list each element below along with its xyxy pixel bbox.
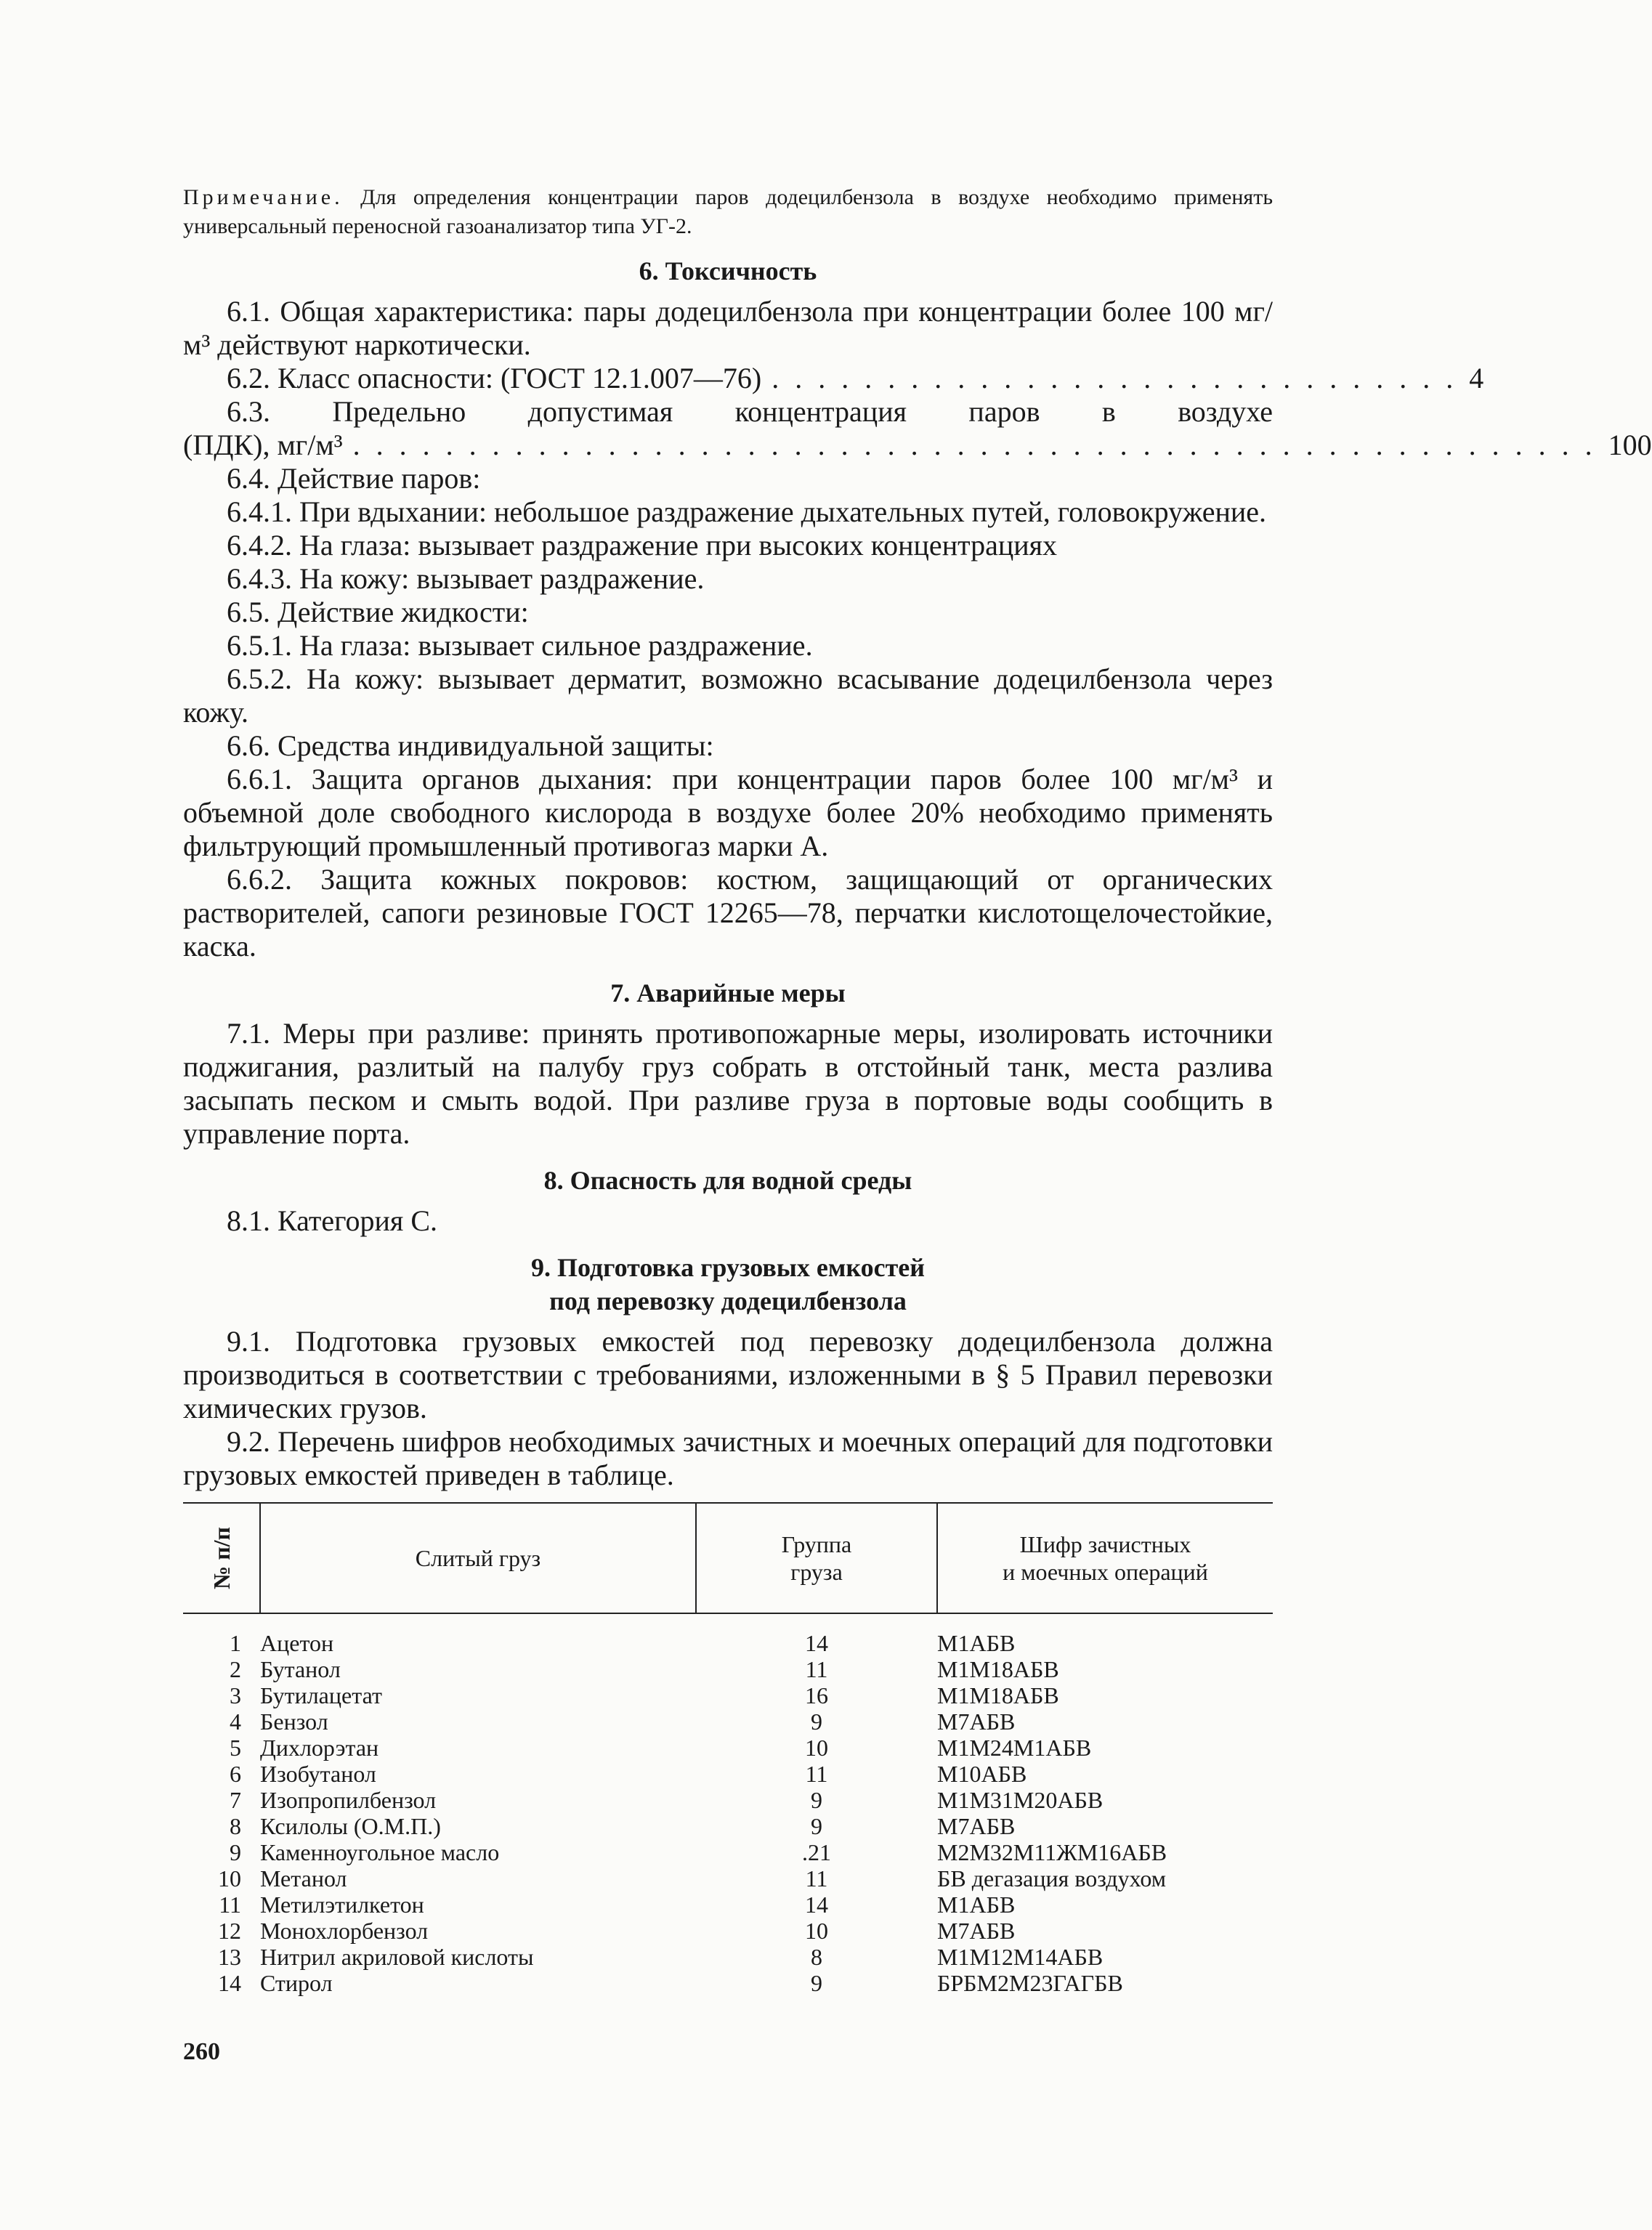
- paragraph-6-4-3: 6.4.3. На кожу: вызывает раздражение.: [227, 562, 705, 595]
- row-group: 11: [805, 1656, 828, 1682]
- paragraph-6-4: 6.4. Действие паров:: [227, 462, 481, 495]
- row-cargo: Бензол: [260, 1708, 328, 1735]
- paragraph-6-4-1: 6.4.1. При вдыхании: небольшое раздражение дыхательных путей, головокружение.: [227, 495, 1267, 528]
- section-6-title: 6. Токсичность: [639, 256, 817, 285]
- row-code: М10АБВ: [937, 1761, 1027, 1787]
- row-number: 11: [219, 1892, 241, 1918]
- table-row: [183, 1892, 1273, 1918]
- header-code: [937, 1503, 1273, 1613]
- row-cargo: Метилэтилкетон: [260, 1892, 424, 1918]
- row-group: 9: [811, 1787, 822, 1813]
- row-code: М1М31М20АБВ: [937, 1787, 1104, 1813]
- row-code: М1М12М14АБВ: [937, 1944, 1104, 1970]
- row-number: 12: [218, 1918, 241, 1944]
- row-number: 5: [230, 1735, 241, 1761]
- table-row: [183, 1656, 1273, 1682]
- row-code: М1АБВ: [937, 1892, 1016, 1918]
- cleaning-operations-table: [183, 1502, 1273, 1996]
- paragraph-6-2-label: 6.2. Класс опасности: (ГОСТ 12.1.007—76): [227, 362, 762, 394]
- row-number: 1: [230, 1630, 241, 1656]
- dot-leader: ......................................................: [352, 429, 1608, 461]
- row-group: 9: [811, 1708, 822, 1735]
- header-group: [696, 1503, 937, 1613]
- row-group: 10: [805, 1735, 828, 1761]
- row-cargo: Изобутанол: [260, 1761, 376, 1787]
- header-num-label: № п/п: [208, 1527, 235, 1589]
- paragraph-6-5-1: 6.5.1. На глаза: вызывает сильное раздражение.: [227, 629, 813, 662]
- table-row: [183, 1735, 1273, 1761]
- row-number: 7: [230, 1787, 241, 1813]
- row-cargo: Дихлорэтан: [260, 1735, 379, 1761]
- paragraph-6-3-line1: 6.3. Предельно допустимая концентрация паров в воздухе: [227, 395, 1273, 428]
- table-row: [183, 1839, 1273, 1865]
- row-group: 14: [805, 1630, 828, 1656]
- row-code: М1М18АБВ: [937, 1656, 1059, 1682]
- row-cargo: Каменноугольное масло: [260, 1839, 500, 1865]
- header-group-line1: Группа: [781, 1531, 852, 1557]
- dot-leader: ..............................: [772, 362, 1470, 394]
- paragraph-6-5-2: 6.5.2. На кожу: вызывает дерматит, возможно всасывание додецилбензола через кожу.: [183, 662, 1273, 729]
- paragraph-6-2: [183, 362, 1484, 395]
- paragraph-6-6-1: 6.6.1. Защита органов дыхания: при концентрации паров более 100 мг/м³ и объемной доле свободного кислорода в воздухе более 20% необходимо применять фильтрующий промышленный противогаз марки А.: [183, 763, 1273, 862]
- paragraph-6-3: [183, 429, 1652, 462]
- row-group: 14: [805, 1892, 828, 1918]
- table-row: [183, 1761, 1273, 1787]
- section-8-title: 8. Опасность для водной среды: [543, 1166, 912, 1195]
- row-number: 4: [230, 1708, 241, 1735]
- row-cargo: Бутанол: [260, 1656, 341, 1682]
- row-group: 16: [805, 1682, 828, 1708]
- section-9-title-line1: 9. Подготовка грузовых емкостей: [530, 1253, 926, 1282]
- paragraph-7-1: 7.1. Меры при разливе: принять противопожарные меры, изолировать источники поджигания, разлитый на палубу груз собрать в отстойный танк, места разлива засыпать песком и смыть водой. При разливе груза в портовые воды сообщить в управление порта.: [183, 1017, 1273, 1150]
- header-num: [183, 1503, 260, 1613]
- row-group: .21: [802, 1839, 831, 1865]
- row-code: М7АБВ: [937, 1813, 1016, 1839]
- row-code: М1М24М1АБВ: [937, 1735, 1092, 1761]
- section-7-title: 7. Аварийные меры: [610, 978, 846, 1007]
- row-cargo: Стирол: [260, 1970, 333, 1996]
- table-row: [183, 1944, 1273, 1970]
- page-content: [183, 183, 1652, 1996]
- row-code: БВ дегазация воздухом: [937, 1865, 1166, 1892]
- header-group-line2: груза: [790, 1559, 843, 1585]
- row-code: М7АБВ: [937, 1918, 1016, 1944]
- note-text: Для определения концентрации паров додецилбензола в воздухе необходимо применять универсальный переносной газоанализатор типа УГ-2.: [183, 185, 1273, 238]
- table-body: [183, 1613, 1273, 1996]
- row-number: 8: [230, 1813, 241, 1839]
- note-label: Примечание.: [183, 185, 344, 209]
- row-cargo: Метанол: [260, 1865, 347, 1892]
- row-group: 11: [805, 1761, 828, 1787]
- row-number: 2: [230, 1656, 241, 1682]
- row-number: 10: [218, 1865, 241, 1892]
- header-cargo-label: Слитый груз: [415, 1545, 541, 1571]
- row-number: 3: [230, 1682, 241, 1708]
- row-number: 9: [230, 1839, 241, 1865]
- paragraph-6-2-value: 4: [1469, 362, 1484, 394]
- note-paragraph: [183, 183, 1273, 241]
- row-code: М1М18АБВ: [937, 1682, 1059, 1708]
- table-row: [183, 1682, 1273, 1708]
- table-row: [183, 1813, 1273, 1839]
- section-9-title-line2: под перевозку додецилбензола: [549, 1286, 907, 1315]
- row-number: 14: [218, 1970, 241, 1996]
- row-cargo: Монохлорбензол: [260, 1918, 429, 1944]
- table-row: [183, 1613, 1273, 1656]
- paragraph-9-1: 9.1. Подготовка грузовых емкостей под перевозку додецилбензола должна производиться в соответствии с требованиями, изложенными в § 5 Правил перевозки химических грузов.: [183, 1325, 1273, 1424]
- table-row: [183, 1708, 1273, 1735]
- row-group: 9: [811, 1813, 822, 1839]
- row-cargo: Изопропилбензол: [260, 1787, 437, 1813]
- paragraph-8-1: 8.1. Категория С.: [227, 1204, 437, 1237]
- paragraph-6-6: 6.6. Средства индивидуальной защиты:: [227, 729, 714, 762]
- paragraph-6-4-2: 6.4.2. На глаза: вызывает раздражение при высоких концентрациях: [227, 529, 1058, 561]
- row-code: М2М32М11ЖМ16АБВ: [937, 1839, 1167, 1865]
- row-cargo: Бутилацетат: [260, 1682, 382, 1708]
- paragraph-6-1: 6.1. Общая характеристика: пары додецилбензола при концентрации более 100 мг/м³ действуют наркотически.: [183, 295, 1273, 361]
- paragraph-9-2: 9.2. Перечень шифров необходимых зачистных и моечных операций для подготовки грузовых емкостей приведен в таблице.: [183, 1425, 1273, 1491]
- page-number: 260: [183, 2038, 220, 2065]
- table-row: [183, 1787, 1273, 1813]
- row-code: БРБМ2М23ГАГБВ: [937, 1970, 1123, 1996]
- paragraph-6-6-2: 6.6.2. Защита кожных покровов: костюм, защищающий от органических растворителей, сапоги резиновые ГОСТ 12265—78, перчатки кислотощелочестойкие, каска.: [183, 863, 1273, 962]
- row-number: 6: [230, 1761, 241, 1787]
- table-row: [183, 1970, 1273, 1996]
- header-cargo: [260, 1503, 696, 1613]
- row-cargo: Нитрил акриловой кислоты: [260, 1944, 534, 1970]
- row-cargo: Ацетон: [260, 1630, 334, 1656]
- section-9-title: [183, 1251, 1273, 1318]
- row-code: М1АБВ: [937, 1630, 1016, 1656]
- row-code: М7АБВ: [937, 1708, 1016, 1735]
- row-cargo: Ксилолы (О.М.П.): [260, 1813, 441, 1839]
- paragraph-6-3-value: 100: [1608, 429, 1652, 461]
- header-code-line1: Шифр зачистных: [1019, 1531, 1191, 1557]
- header-code-line2: и моечных операций: [1003, 1559, 1208, 1585]
- row-group: 10: [805, 1918, 828, 1944]
- paragraph-6-5: 6.5. Действие жидкости:: [227, 596, 529, 628]
- table-row: [183, 1918, 1273, 1944]
- table-row: [183, 1865, 1273, 1892]
- row-number: 13: [218, 1944, 241, 1970]
- row-group: 11: [805, 1865, 828, 1892]
- paragraph-6-3-label: (ПДК), мг/м³: [183, 429, 343, 461]
- table-header-row: [183, 1503, 1273, 1613]
- row-group: 9: [811, 1970, 822, 1996]
- row-group: 8: [811, 1944, 822, 1970]
